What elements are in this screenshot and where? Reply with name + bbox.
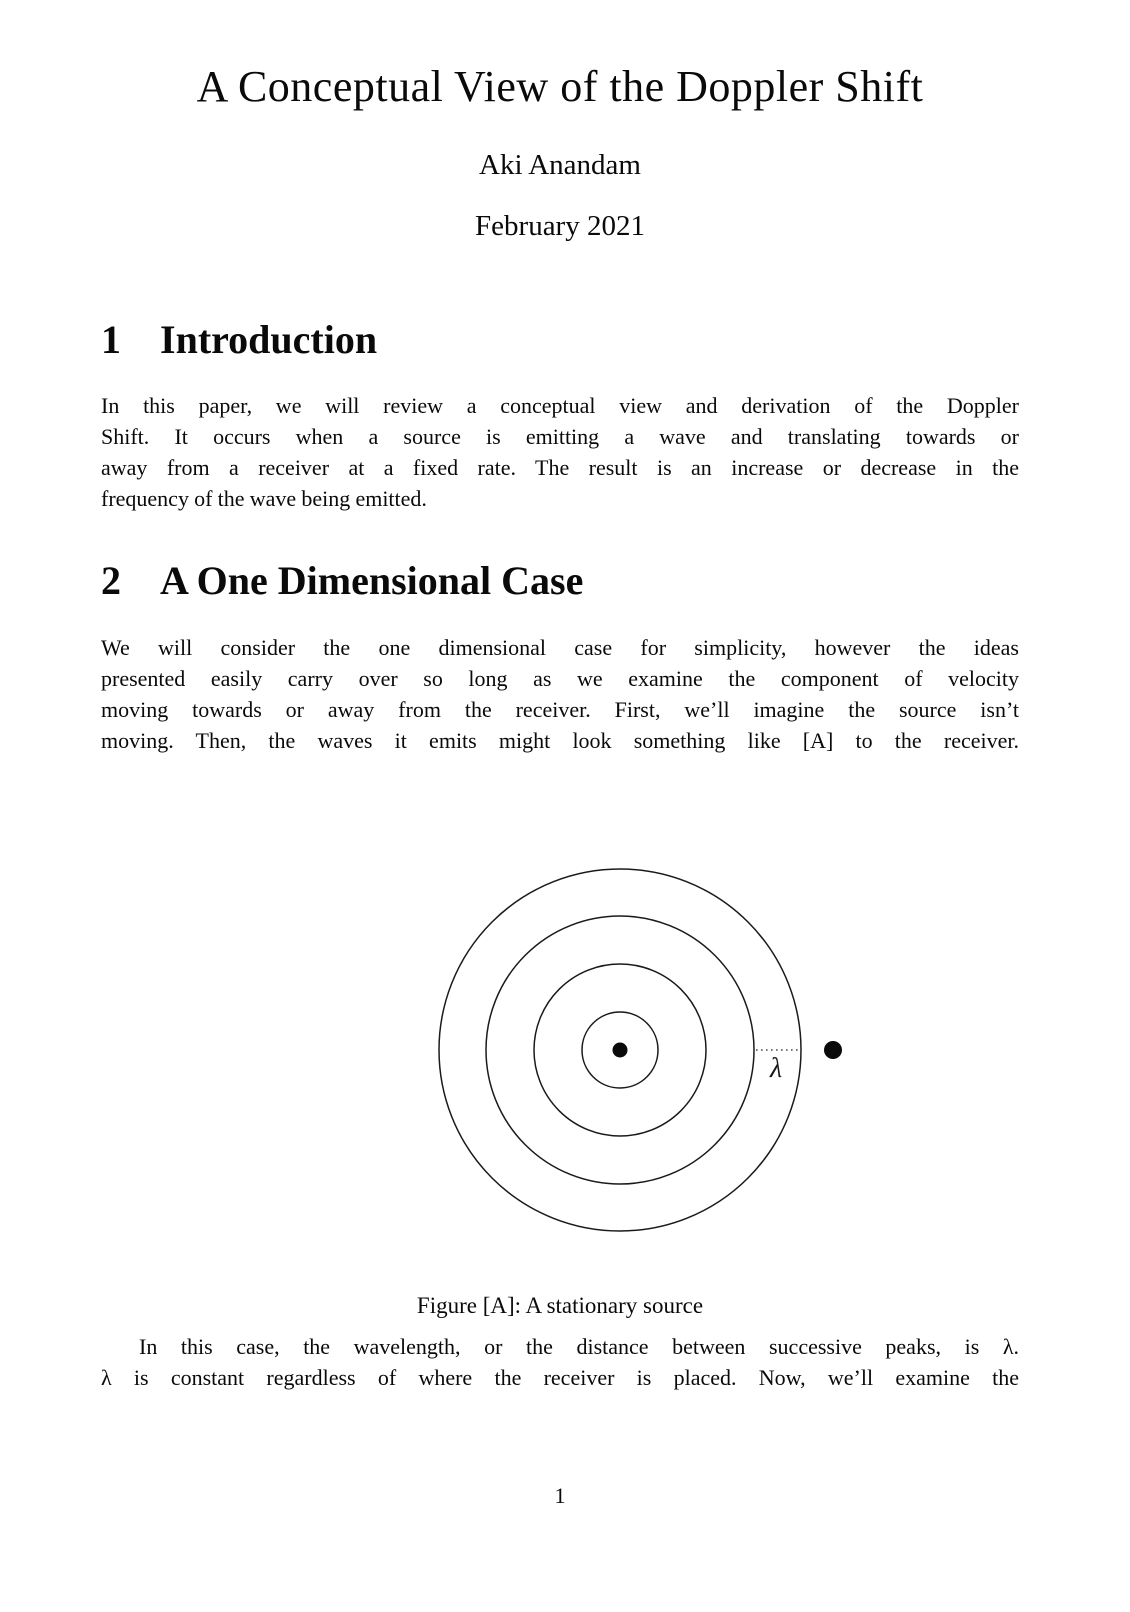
text-line: presented easily carry over so long as we examine the component of velocity bbox=[101, 666, 1019, 691]
figure-caption: Figure [A]: A stationary source bbox=[416, 1293, 704, 1318]
section-heading-introduction bbox=[101, 318, 1019, 362]
section-number: 1 bbox=[101, 317, 121, 362]
section-title: A One Dimensional Case bbox=[160, 558, 584, 603]
paragraph-wavelength bbox=[101, 1331, 1019, 1393]
lambda-label: λ bbox=[770, 1053, 783, 1084]
text-line: Shift. It occurs when a source is emitting a wave and translating towards or bbox=[101, 424, 1019, 449]
page-number: 1 bbox=[554, 1483, 566, 1508]
author-name: Aki Anandam bbox=[479, 149, 641, 181]
text-line: moving. Then, the waves it emits might look something like [A] to the receiver. bbox=[101, 728, 1019, 753]
wavefront-figure bbox=[400, 845, 870, 1255]
publication-date: February 2021 bbox=[475, 210, 645, 242]
text-line: In this case, the wavelength, or the distance between successive peaks, is λ. bbox=[139, 1334, 1019, 1359]
section-heading-one-dimensional-case bbox=[101, 559, 1019, 603]
text-line: away from a receiver at a fixed rate. The result is an increase or decrease in the bbox=[101, 455, 1019, 480]
section-number: 2 bbox=[101, 558, 121, 603]
text-line: In this paper, we will review a conceptual view and derivation of the Doppler bbox=[101, 393, 1019, 418]
paragraph-one-dimensional-case bbox=[101, 632, 1019, 756]
text-line: λ is constant regardless of where the receiver is placed. Now, we’ll examine the bbox=[101, 1365, 1019, 1390]
receiver-dot bbox=[824, 1041, 842, 1059]
source-dot bbox=[613, 1043, 628, 1058]
text-line: moving towards or away from the receiver. First, we’ll imagine the source isn’t bbox=[101, 697, 1019, 722]
section-title: Introduction bbox=[160, 317, 378, 362]
paragraph-introduction bbox=[101, 390, 1019, 514]
page-title: A Conceptual View of the Doppler Shift bbox=[196, 62, 924, 111]
text-line: frequency of the wave being emitted. bbox=[101, 486, 427, 511]
text-line: We will consider the one dimensional case for simplicity, however the ideas bbox=[101, 635, 1019, 660]
